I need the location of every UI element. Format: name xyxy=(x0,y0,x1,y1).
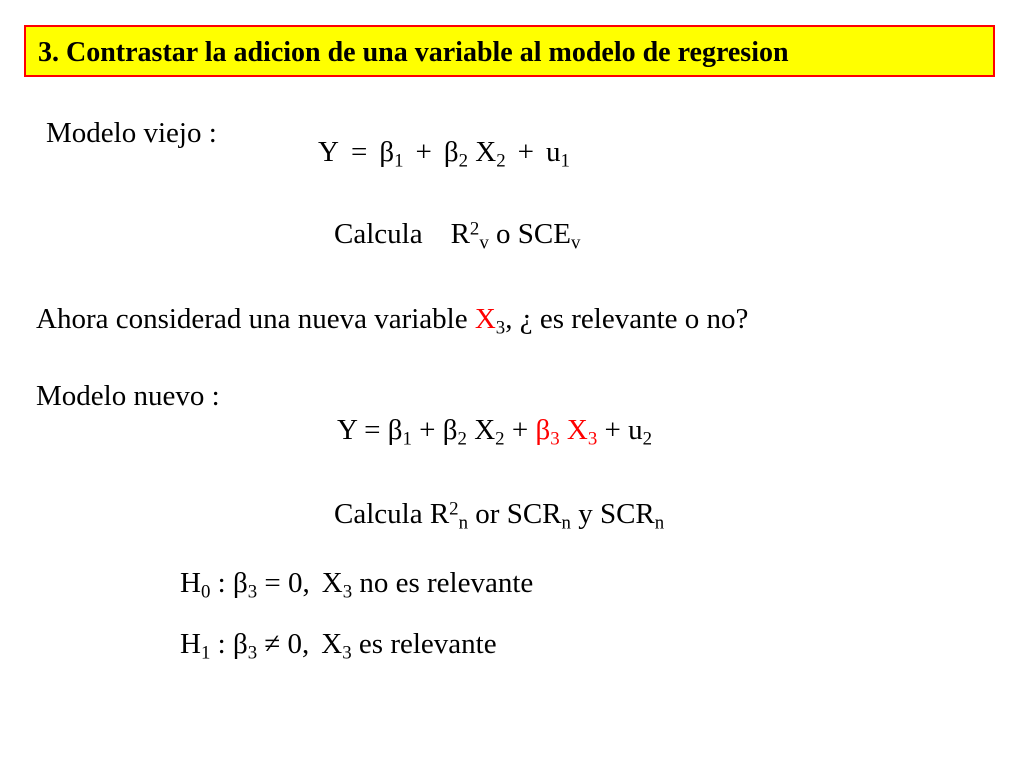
eq-beta-new: β xyxy=(535,414,551,446)
eq-equals: = xyxy=(350,136,368,168)
compute-sce: SCE xyxy=(517,218,571,250)
eq-sub: 2 xyxy=(457,428,467,450)
eq-plus: + xyxy=(511,414,529,446)
null-hypothesis xyxy=(180,567,534,603)
hyp-zero: 0, xyxy=(287,628,310,660)
eq-x: X xyxy=(474,414,496,446)
hyp-relation: = xyxy=(264,567,281,599)
eq-sub: 1 xyxy=(560,150,570,172)
hyp-sub: 3 xyxy=(247,642,258,664)
compute-or: or xyxy=(475,498,500,530)
compute-verb: Calcula xyxy=(334,218,423,250)
compute-r: R xyxy=(429,498,450,530)
question-var-sub: 3 xyxy=(495,317,506,339)
hyp-h: H xyxy=(180,628,201,660)
eq-beta: β xyxy=(443,136,459,168)
eq-sub: 2 xyxy=(458,150,469,172)
old-model-label: Modelo viejo : xyxy=(46,117,217,149)
relevance-question xyxy=(36,303,749,339)
hyp-beta: β xyxy=(232,567,248,599)
eq-sub-new: 3 xyxy=(550,428,560,450)
compute-sub: n xyxy=(458,512,469,534)
compute-sub: v xyxy=(479,232,489,254)
eq-plus: + xyxy=(415,136,432,168)
hyp-sub: 1 xyxy=(200,642,211,664)
compute-or: o xyxy=(496,218,511,250)
hyp-beta: β xyxy=(232,628,248,660)
hyp-sub: 3 xyxy=(342,642,352,664)
compute-y: y xyxy=(578,498,593,530)
eq-sub: 1 xyxy=(394,150,404,172)
eq-u: u xyxy=(628,414,643,446)
eq-x: X xyxy=(475,136,497,168)
eq-sub: 2 xyxy=(496,150,506,172)
hyp-x: X xyxy=(321,628,343,660)
eq-plus: + xyxy=(419,414,436,446)
old-model-equation xyxy=(318,136,570,172)
eq-beta: β xyxy=(442,414,458,446)
eq-y: Y xyxy=(318,136,339,168)
title-banner xyxy=(24,25,995,77)
compute-sq: 2 xyxy=(449,498,459,520)
eq-plus: + xyxy=(604,414,621,446)
question-after: , ¿ es relevante o no? xyxy=(505,303,749,335)
hyp-text: es relevante xyxy=(358,628,497,660)
hyp-x: X xyxy=(321,567,343,599)
old-model-compute xyxy=(334,218,581,254)
compute-sub: n xyxy=(654,512,665,534)
new-model-equation xyxy=(337,414,653,450)
new-model-label: Modelo nuevo : xyxy=(36,380,220,412)
eq-y: Y xyxy=(337,414,357,446)
eq-x-new: X xyxy=(566,414,588,446)
compute-r: R xyxy=(450,218,470,250)
hyp-sub: 3 xyxy=(247,581,258,603)
new-model-compute xyxy=(334,498,665,534)
eq-beta: β xyxy=(379,136,395,168)
compute-sub: v xyxy=(570,232,581,254)
hyp-sub: 3 xyxy=(342,581,353,603)
eq-sub-new: 3 xyxy=(587,428,598,450)
eq-sub: 1 xyxy=(402,428,412,450)
compute-verb: Calcula xyxy=(334,498,423,530)
hyp-colon: : xyxy=(217,567,226,599)
slide-title: 3. Contrastar la adicion de una variable al modelo de regresion xyxy=(38,37,789,68)
hyp-relation: ≠ xyxy=(264,628,281,660)
alternative-hypothesis xyxy=(180,628,497,664)
eq-sub: 2 xyxy=(642,428,653,450)
eq-equals: = xyxy=(364,414,381,446)
hyp-text: no es relevante xyxy=(359,567,534,599)
eq-beta: β xyxy=(387,414,403,446)
eq-u: u xyxy=(546,136,561,168)
hyp-sub: 0 xyxy=(200,581,211,603)
compute-sub: n xyxy=(561,512,571,534)
hyp-colon: : xyxy=(217,628,226,660)
hyp-h: H xyxy=(180,567,201,599)
question-var: X xyxy=(474,303,496,335)
eq-plus: + xyxy=(517,136,535,168)
compute-scr: SCR xyxy=(506,498,562,530)
compute-scr: SCR xyxy=(599,498,655,530)
compute-sq: 2 xyxy=(469,218,480,240)
hyp-zero: 0, xyxy=(287,567,310,599)
eq-sub: 2 xyxy=(495,428,505,450)
question-before: Ahora considerad una nueva variable xyxy=(36,303,475,335)
